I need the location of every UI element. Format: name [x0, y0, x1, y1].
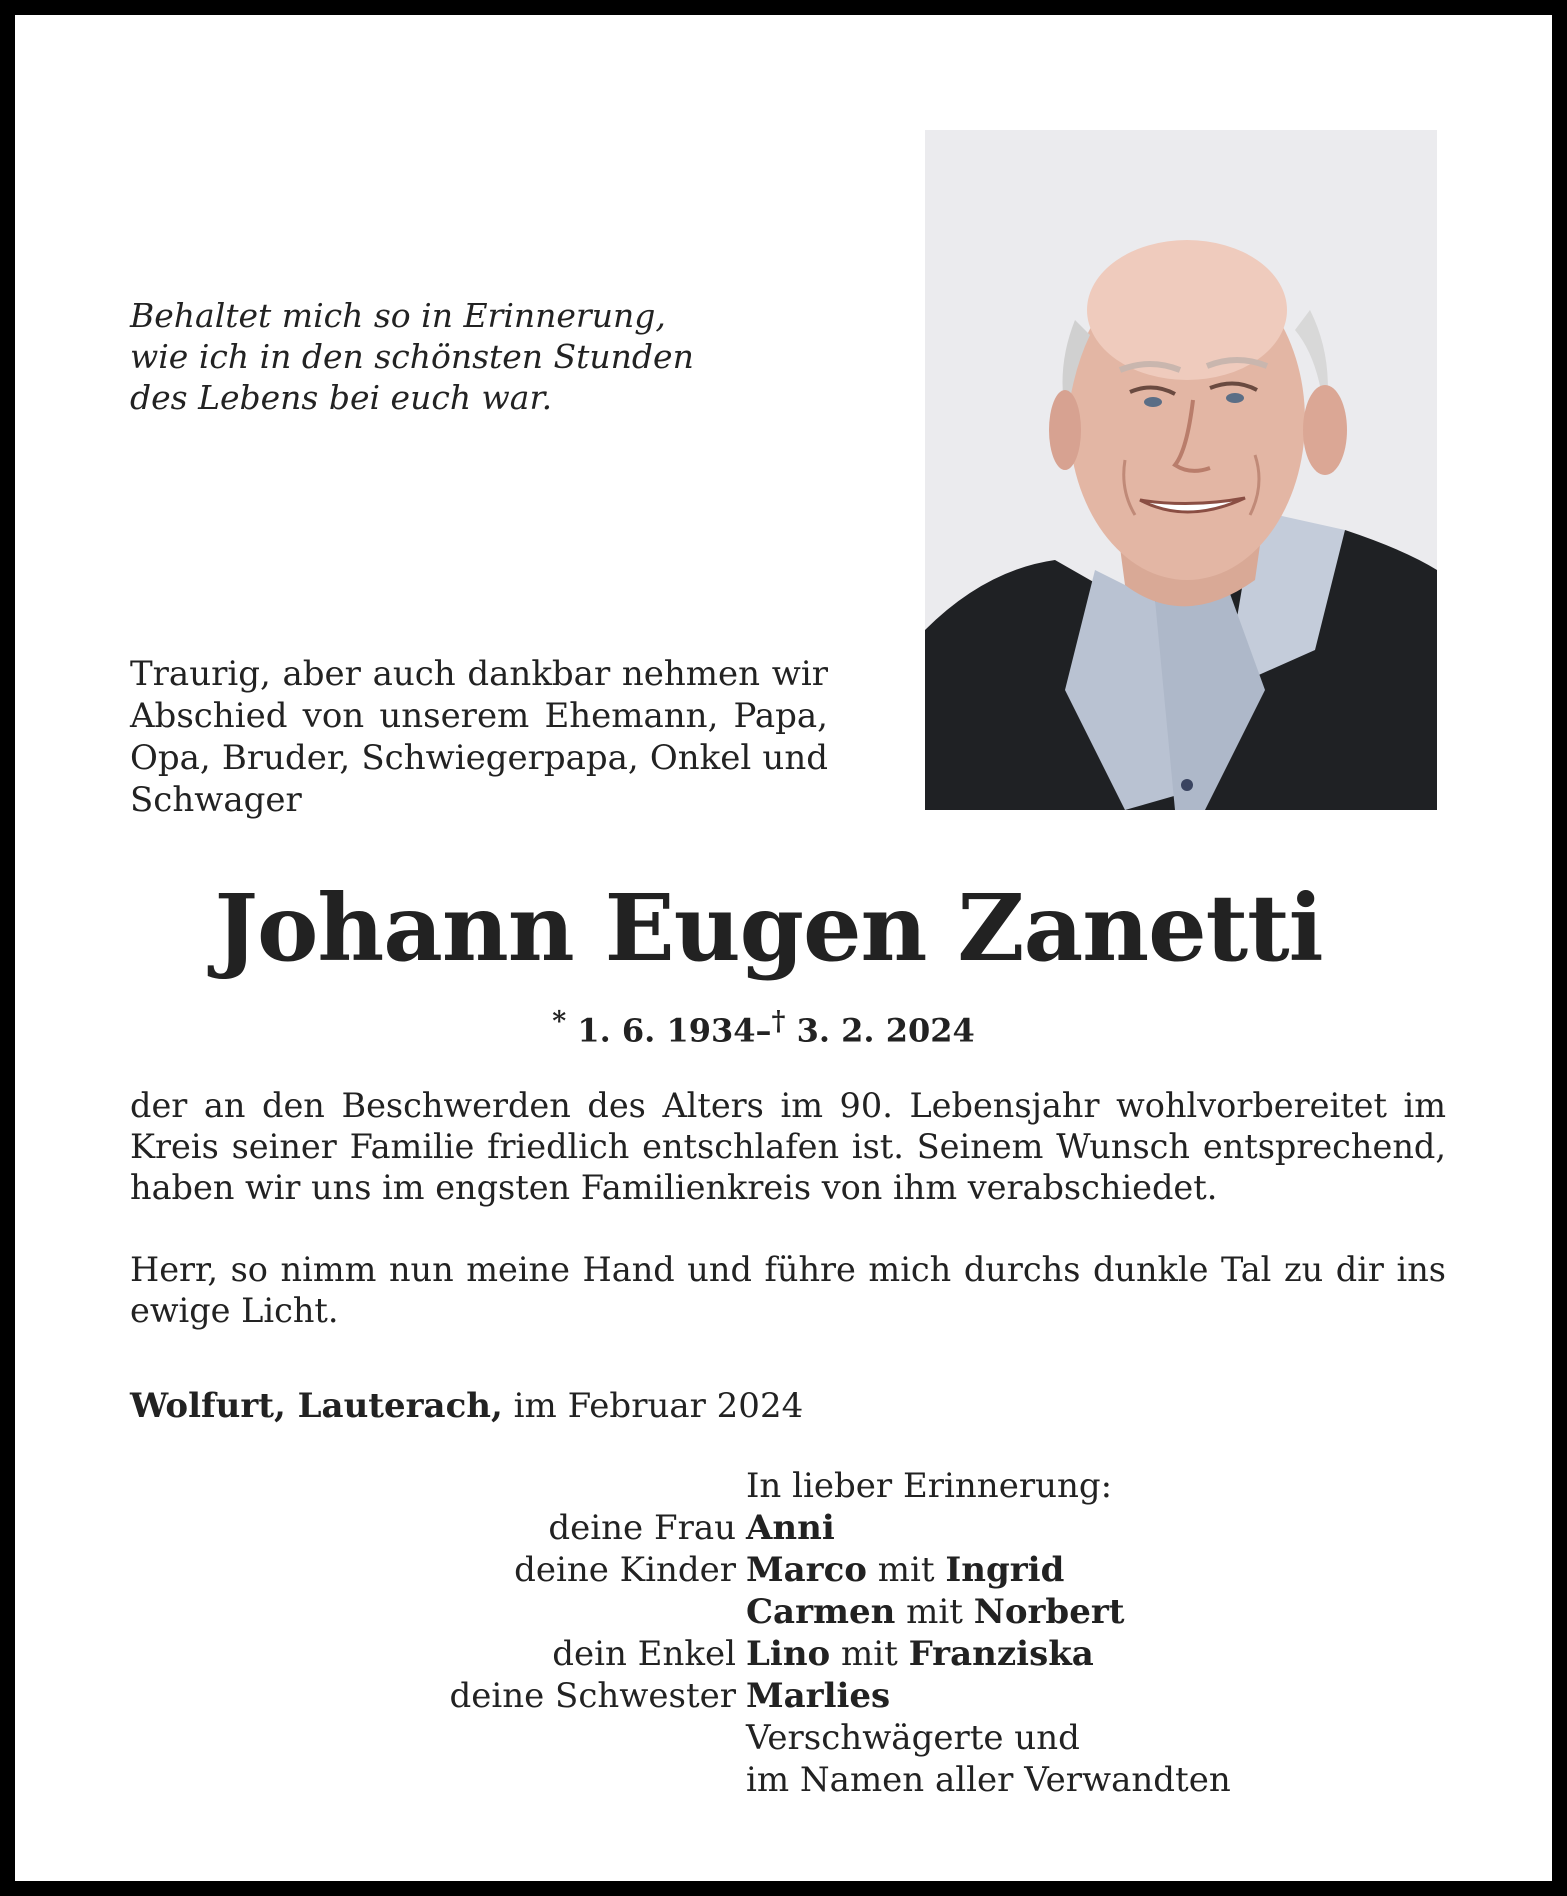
family-row: [15, 1507, 1552, 1549]
child2-partner-name: Norbert: [973, 1592, 1125, 1632]
place-date: im Februar 2024: [513, 1386, 804, 1426]
family-intro: In lieber Erinnerung:: [746, 1466, 1113, 1506]
grandchild-relation: dein Enkel: [552, 1634, 736, 1674]
body-paragraph-2: Herr, so nimm nun meine Hand und führe mich durchs dunkle Tal zu dir ins ewige Licht.: [130, 1250, 1446, 1330]
with-word: mit: [841, 1634, 898, 1674]
child1-name: Marco: [746, 1550, 867, 1590]
family-row: [15, 1549, 1552, 1591]
family-row: [15, 1717, 1552, 1759]
body-paragraph-1: der an den Beschwerden des Alters im 90. Lebensjahr wohlvorbereitet im Kreis seiner Familie friedlich entschlafen ist. Seinem Wunsch entsprechend, haben wir uns im engsten Familienkreis von ihm verabschiedet.: [130, 1086, 1446, 1207]
obituary-body: [130, 1085, 1446, 1331]
grandchild-name: Lino: [746, 1634, 831, 1674]
quote-line-1: Behaltet mich so in Erinnerung,: [130, 296, 666, 335]
quote-line-2: wie ich in den schönsten Stunden: [130, 337, 694, 376]
mourners-list: [15, 1465, 1552, 1801]
date-separator: –: [755, 1011, 772, 1050]
farewell-text: Traurig, aber auch dankbar nehmen wir Abschied von unserem Ehemann, Papa, Opa, Bruder, Schwiegerpapa, Onkel und Schwager: [130, 654, 828, 820]
sister-name: Marlies: [746, 1676, 891, 1716]
obituary-page: [15, 15, 1552, 1881]
wife-relation: deine Frau: [548, 1508, 736, 1548]
closing-line-1: Verschwägerte und: [746, 1718, 1080, 1758]
wife-name: Anni: [746, 1508, 835, 1548]
with-word: mit: [906, 1592, 963, 1632]
memorial-quote: [130, 295, 710, 418]
family-row: [15, 1591, 1552, 1633]
portrait-photo: [925, 130, 1437, 810]
family-row: [15, 1675, 1552, 1717]
family-row: [15, 1465, 1552, 1507]
child1-partner-name: Ingrid: [945, 1550, 1065, 1590]
life-dates: [15, 1000, 1552, 1053]
family-row: [15, 1633, 1552, 1675]
birth-symbol: *: [552, 1006, 567, 1037]
with-word: mit: [877, 1550, 935, 1590]
birth-date: 1. 6. 1934: [577, 1011, 756, 1050]
death-date: 3. 2. 2024: [796, 1011, 975, 1050]
family-row: [15, 1759, 1552, 1801]
children-relation: deine Kinder: [514, 1550, 736, 1590]
grandchild-partner-name: Franziska: [908, 1634, 1094, 1674]
place-and-date: [130, 1385, 803, 1427]
death-symbol: †: [771, 1006, 786, 1037]
quote-line-3: des Lebens bei euch war.: [130, 378, 553, 417]
place-towns: Wolfurt, Lauterach,: [130, 1386, 503, 1426]
child2-name: Carmen: [746, 1592, 896, 1632]
closing-line-2: im Namen aller Verwandten: [746, 1760, 1231, 1800]
sister-relation: deine Schwester: [449, 1676, 736, 1716]
deceased-name: Johann Eugen Zanetti: [214, 874, 1323, 982]
portrait-illustration: [925, 130, 1437, 810]
